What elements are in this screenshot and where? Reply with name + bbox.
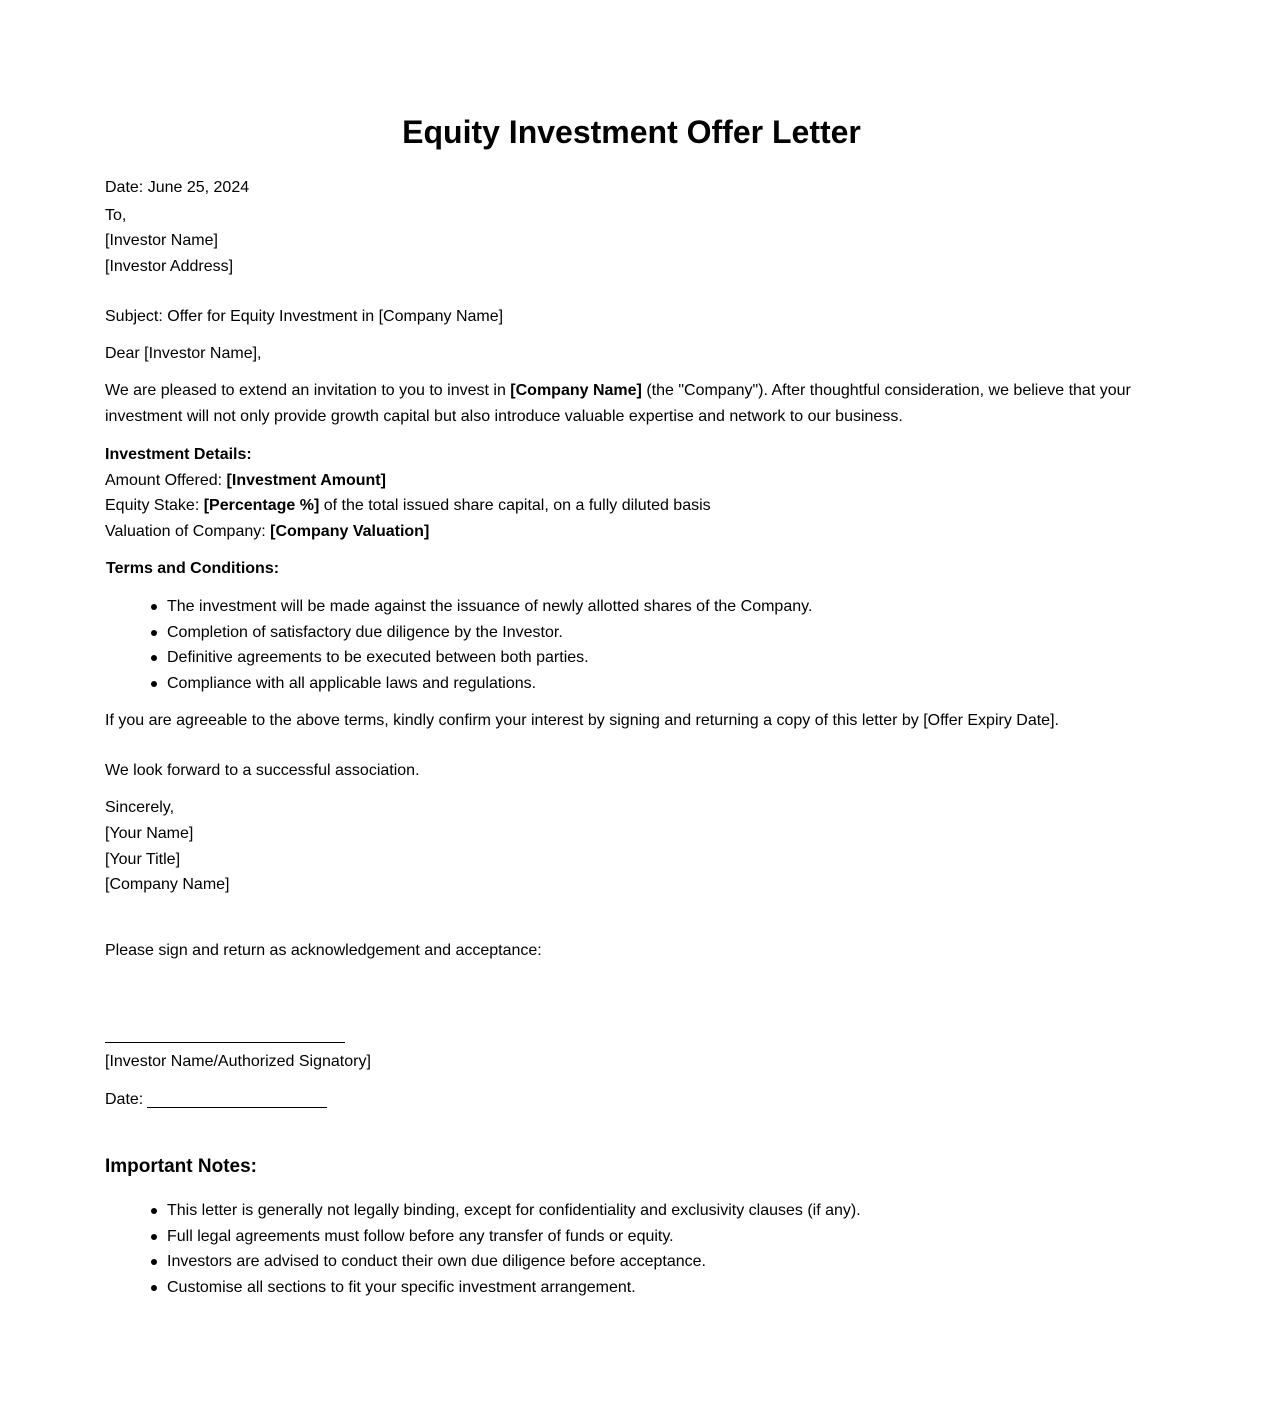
page-title: Equity Investment Offer Letter — [402, 114, 861, 150]
notes-heading: Important Notes: — [105, 1156, 257, 1177]
equity-value: [Percentage %] — [203, 497, 320, 514]
sign-date — [105, 1090, 327, 1110]
bullet-icon — [151, 1285, 157, 1291]
recipient-name: [Investor Name] — [105, 232, 218, 249]
investment-details-heading — [105, 445, 252, 465]
list-item-text: Definitive agreements to be executed between both parties. — [167, 649, 589, 667]
list-item — [105, 623, 812, 649]
list-item — [105, 1252, 861, 1278]
bullet-icon — [151, 655, 157, 661]
acknowledgement-text: Please sign and return as acknowledgement and acceptance: — [105, 942, 542, 959]
bullet-icon — [151, 1234, 157, 1240]
closing-paragraph: We look forward to a successful association. — [105, 762, 420, 779]
terms-heading — [106, 559, 279, 579]
equity-label: Equity Stake: — [105, 497, 204, 514]
list-item — [105, 674, 812, 700]
bullet-icon — [151, 1259, 157, 1265]
signoff-sincerely: Sincerely, — [105, 799, 175, 816]
recipient-address: [Investor Address] — [105, 258, 234, 275]
list-item-text: Compliance with all applicable laws and regulations. — [167, 674, 537, 692]
list-item — [105, 1201, 861, 1227]
amount-value: [Investment Amount] — [226, 472, 386, 489]
bullet-icon — [151, 681, 157, 687]
amount-offered — [105, 471, 386, 491]
list-item-text: This letter is generally not legally binding, except for confidentiality and exclusivity clauses (if any). — [167, 1202, 861, 1219]
recipient-to: To, — [105, 207, 127, 224]
list-item — [105, 1278, 861, 1304]
investment-details-heading-text: Investment Details: — [105, 446, 252, 463]
letter-date: Date: June 25, 2024 — [105, 179, 250, 196]
confirm-paragraph: If you are agreeable to the above terms, kindly confirm your interest by signing and returning a copy of this letter by [Offer Expiry Date]. — [105, 712, 1059, 729]
bullet-icon — [151, 1208, 157, 1214]
intro-paragraph — [105, 378, 1145, 429]
bullet-icon — [151, 604, 157, 610]
date-blank-line — [147, 1107, 327, 1108]
salutation: Dear [Investor Name], — [105, 345, 262, 362]
signoff-name: [Your Name] — [105, 825, 194, 842]
list-item-text: Completion of satisfactory due diligence by the Investor. — [167, 623, 563, 641]
terms-list — [105, 597, 812, 699]
intro-company-name: [Company Name] — [510, 382, 642, 399]
equity-stake — [105, 496, 711, 516]
list-item — [105, 1227, 861, 1253]
terms-heading-text: Terms and Conditions: — [106, 560, 280, 577]
amount-label: Amount Offered: — [105, 472, 227, 489]
company-valuation — [105, 522, 429, 542]
signatory-label: [Investor Name/Authorized Signatory] — [105, 1053, 371, 1070]
list-item-text: Customise all sections to fit your specific investment arrangement. — [167, 1278, 636, 1296]
list-item — [105, 597, 812, 623]
intro-text-1: We are pleased to extend an invitation to you to invest in — [105, 382, 511, 399]
notes-list — [105, 1201, 861, 1303]
list-item-text: Investors are advised to conduct their own due diligence before acceptance. — [167, 1253, 706, 1271]
intro-text-2: (the "Company"). After thoughtful consideration, we believe that your investment will not only provide growth capital but also introduce valuable expertise and network to our business. — [105, 382, 1131, 425]
signoff-company: [Company Name] — [105, 876, 230, 893]
list-item — [105, 648, 812, 674]
list-item-text: Full legal agreements must follow before any transfer of funds or equity. — [167, 1227, 674, 1245]
subject-line: Subject: Offer for Equity Investment in [Company Name] — [105, 308, 504, 325]
sign-date-label: Date: — [105, 1091, 144, 1108]
valuation-label: Valuation of Company: — [105, 523, 271, 540]
bullet-icon — [151, 630, 157, 636]
signoff-title: [Your Title] — [105, 851, 181, 868]
valuation-value: [Company Valuation] — [270, 523, 430, 540]
list-item-text: The investment will be made against the issuance of newly allotted shares of the Company. — [167, 598, 813, 615]
signature-line — [105, 1042, 345, 1043]
equity-suffix: of the total issued share capital, on a fully diluted basis — [319, 497, 711, 514]
